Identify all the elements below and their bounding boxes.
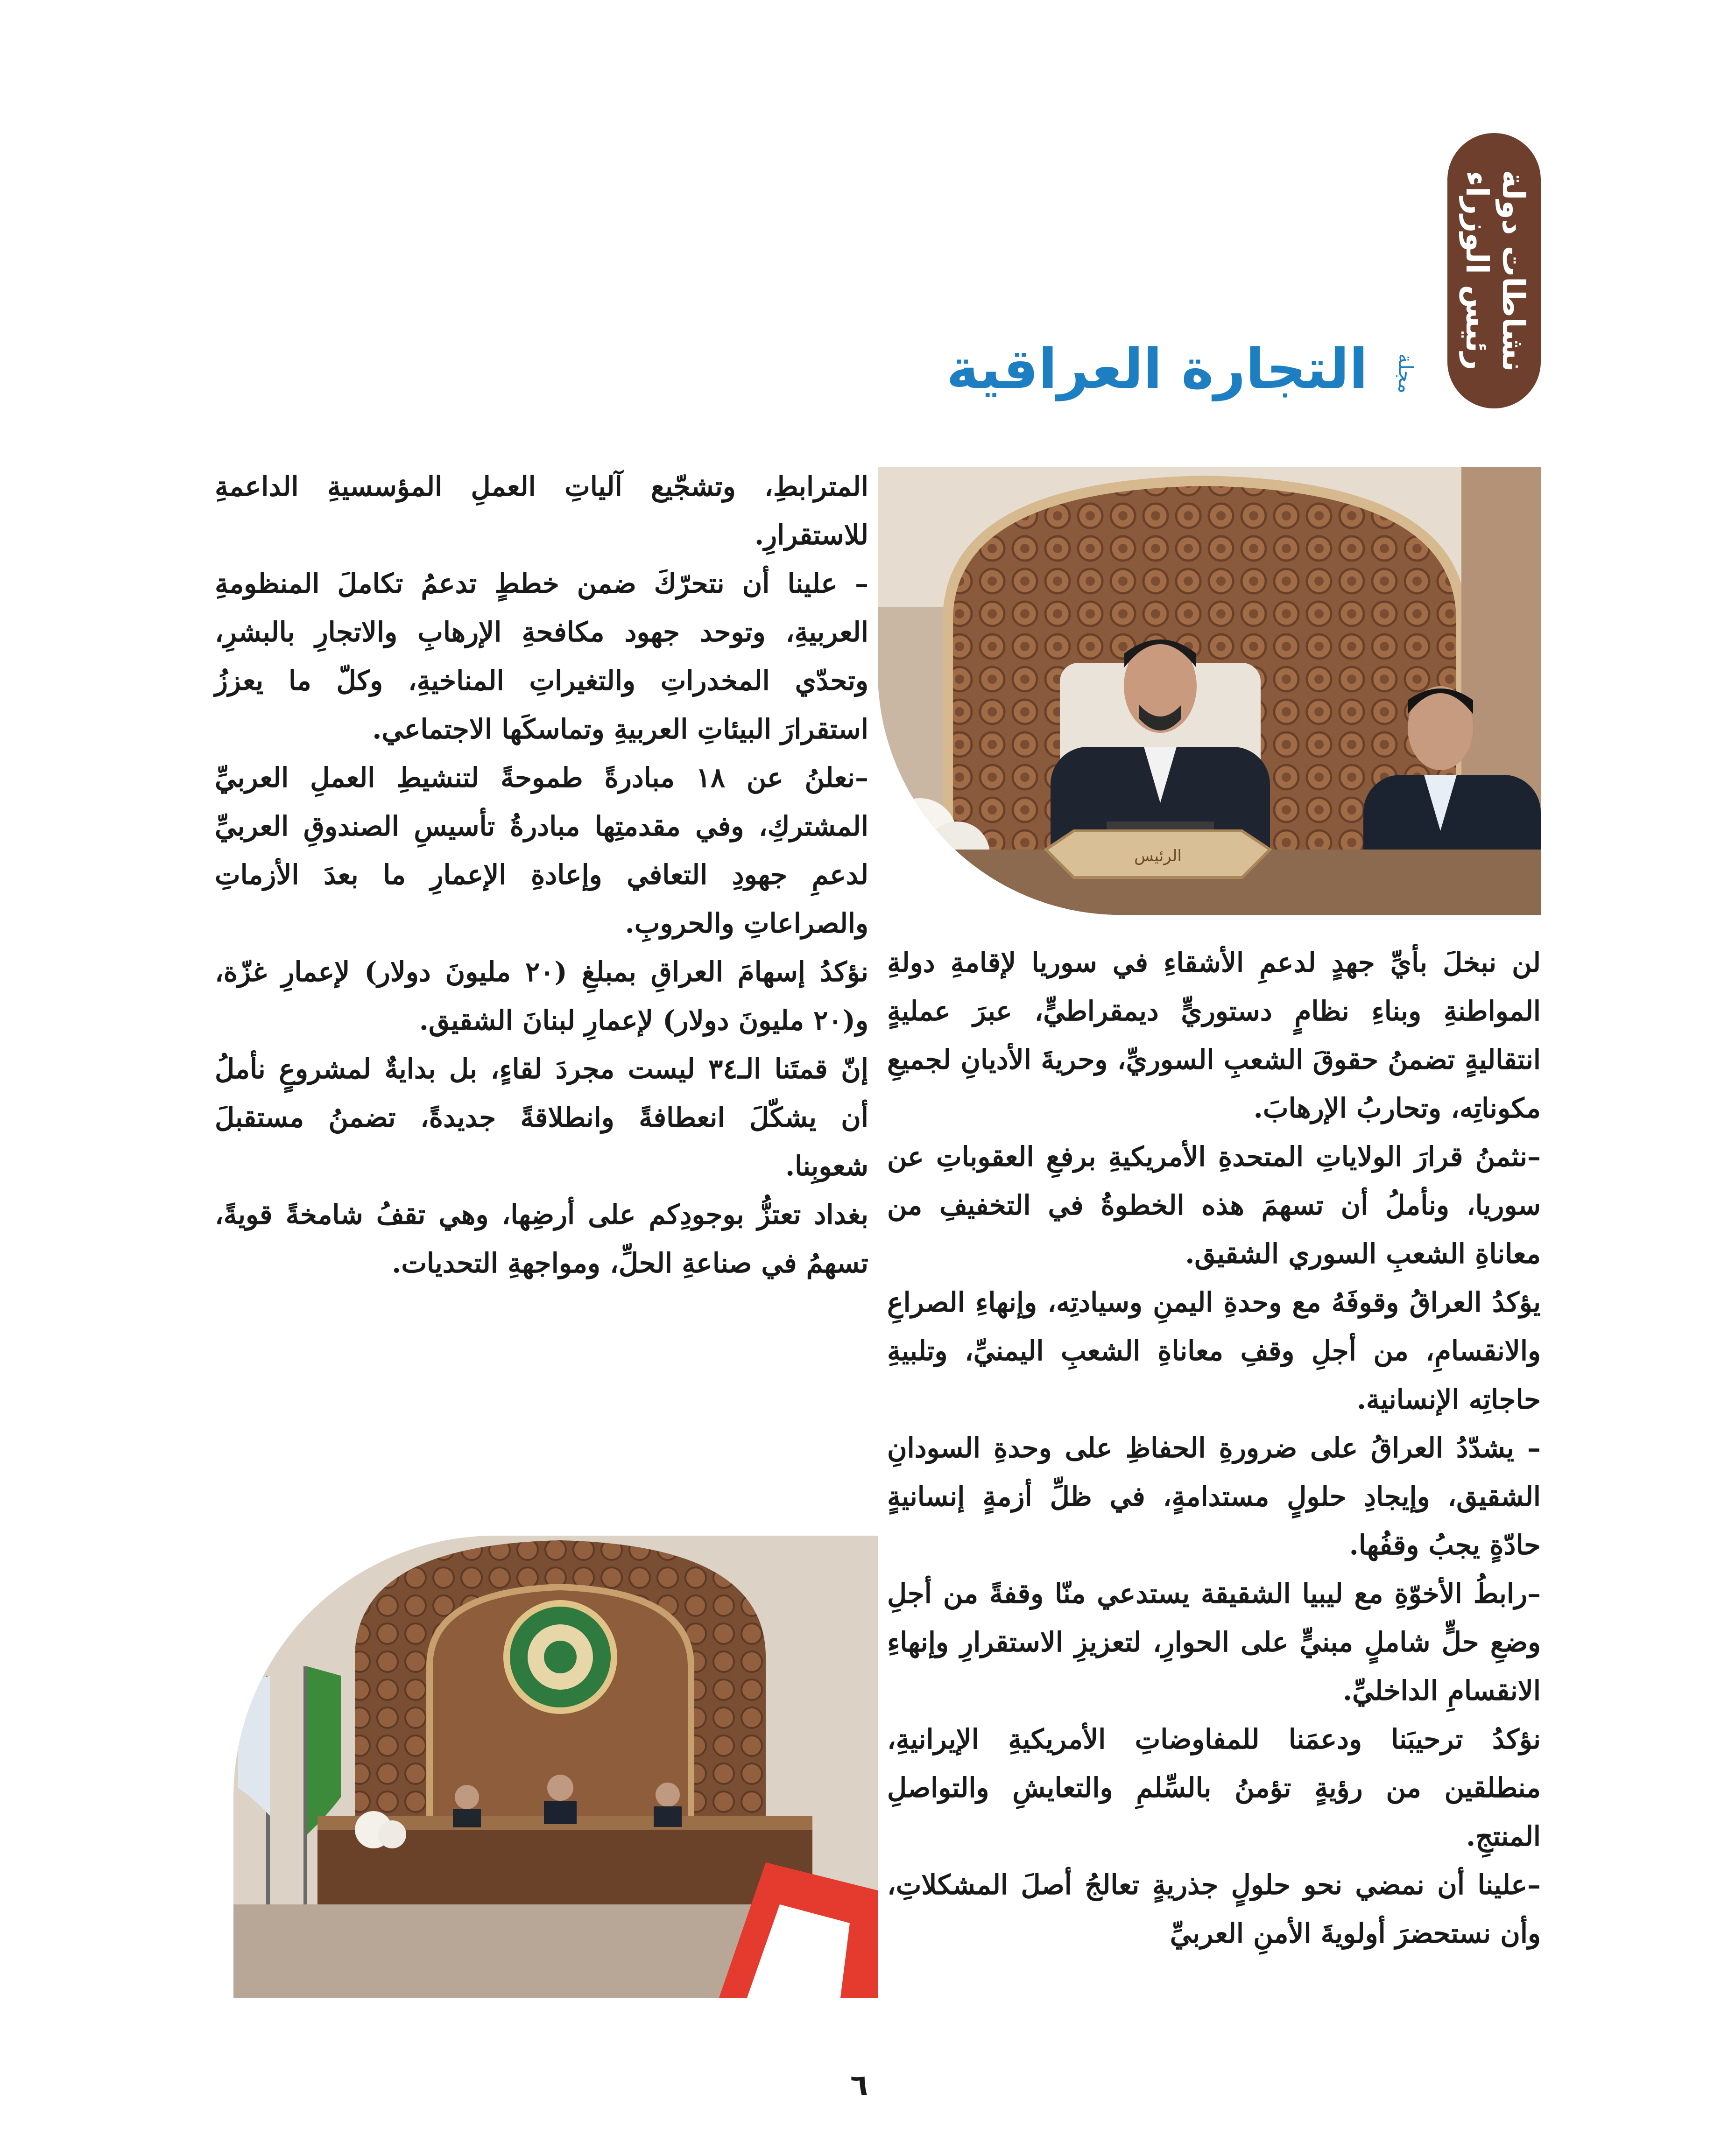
magazine-prefix: مجلة (1394, 353, 1417, 394)
paragraph: – يشدّدُ العراقُ على ضرورةِ الحفاظِ على وحدةِ السودانِ الشقيق، وإيجادِ حلولٍ مستدامةٍ، في ظلِّ أزمةٍ إنسانيةٍ حادّةٍ يجبُ وقفُها. (887, 1432, 1541, 1561)
nameplate-text: الرئيس (1134, 847, 1182, 865)
article-column-left (215, 462, 868, 1287)
paragraph: لن نبخلَ بأيِّ جهدٍ لدعمِ الأشقاءِ في سوريا لإقامةِ دولةِ المواطنةِ وبناءِ نظامٍ دستوريٍّ ديمقراطيٍّ، عبرَ عمليةٍ انتقاليةٍ تضمنُ حقوقَ الشعبِ السوريِّ، وحريةَ الأديانِ لجميعِ مكوناتِه، وتحاربُ الإرهابَ. (887, 947, 1541, 1124)
paragraph: إنّ قمتَنا الـ٣٤ ليست مجردَ لقاءٍ، بل بدايةٌ لمشروعٍ نأملُ أن يشكّلَ انعطافةً وانطلاقةً جديدةً، تضمنُ مستقبلَ شعوبِنا. (215, 1053, 868, 1182)
magazine-title: التجارة العراقية (946, 337, 1368, 401)
paragraph: –رابطُ الأخوّةِ مع ليبيا الشقيقة يستدعي منّا وقفةً من أجلِ وضعِ حلٍّ شاملٍ مبنيٍّ على الحوارِ، لتعزيزِ الاستقرارِ وإنهاءِ الانقسامِ الداخليِّ. (887, 1578, 1541, 1707)
section-label: نشاطات دولة رئيس الوزراء (1459, 169, 1531, 372)
paragraph: نؤكدُ ترحيبَنا ودعمَنا للمفاوضاتِ الأمريكيةِ الإيرانيةِ، منطلقين من رؤيةٍ تؤمنُ بالسِّلمِ والتعايشِ والتواصلِ المنتجِ. (887, 1723, 1541, 1852)
paragraph: –علينا أن نمضي نحو حلولٍ جذريةٍ تعالجُ أصلَ المشكلاتِ، وأن نستحضرَ أولويةَ الأمنِ العربيِّ (887, 1869, 1541, 1949)
paragraph: يؤكدُ العراقُ وقوفَهُ مع وحدةِ اليمنِ وسيادتِه، وإنهاءِ الصراعِ والانقسامِ، من أجلِ وقفِ معاناةِ الشعبِ اليمنيِّ، وتلبيةِ حاجاتِه الإنسانية. (887, 1286, 1541, 1415)
page-number: ٦ (850, 2068, 868, 2102)
paragraph: نؤكدُ إسهامَ العراقِ بمبلغِ (٢٠ مليونَ دولار) لإعمارِ غزّة، و(٢٠ مليونَ دولار) لإعمارِ لبنانَ الشقيق. (215, 956, 868, 1036)
paragraph: – علينا أن نتحرّكَ ضمن خططٍ تدعمُ تكاملَ المنظومةِ العربيةِ، وتوحد جهود مكافحةِ الإرهابِ والاتجارِ بالبشرِ، وتحدّي المخدراتِ والتغيراتِ المناخيةِ، وكلّ ما يعززُ استقرارَ البيئاتِ العربيةِ وتماسكَها الاجتماعي. (215, 568, 868, 745)
paragraph: بغداد تعتزُّ بوجودِكم على أرضِها، وهي تقفُ شامخةً قويةً، تسهمُ في صناعةِ الحلِّ، ومواجهةِ التحديات. (215, 1199, 868, 1279)
summit-photo-prime-minister (878, 467, 1541, 915)
paragraph: المترابطِ، وتشجّيع آلياتِ العملِ المؤسسيةِ الداعمةِ للاستقرارِ. (215, 471, 868, 551)
paragraph: –نثمنُ قرارَ الولاياتِ المتحدةِ الأمريكيةِ برفعِ العقوباتِ عن سوريا، ونأملُ أن تسهمَ هذه الخطوةُ في التخفيفِ من معاناةِ الشعبِ السوري الشقيق. (887, 1141, 1541, 1270)
article-column-right (887, 938, 1541, 1958)
paragraph: –نعلنُ عن ١٨ مبادرةً طموحةً لتنشيطِ العملِ العربيِّ المشتركِ، وفي مقدمتِها مبادرةُ تأسيسِ الصندوقِ العربيِّ لدعمِ جهودِ التعافي وإعادةِ الإعمارِ ما بعدَ الأزماتِ والصراعاتِ والحروبِ. (215, 762, 869, 939)
summit-hall-photo (233, 1536, 878, 1998)
